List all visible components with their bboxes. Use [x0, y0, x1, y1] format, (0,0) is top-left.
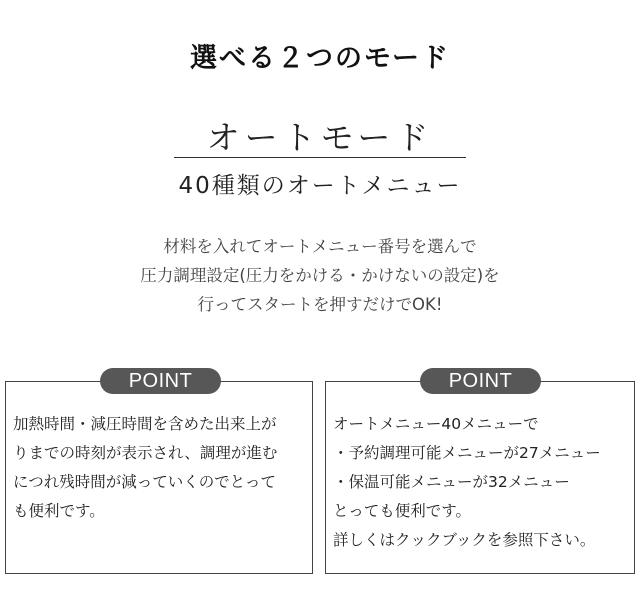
- section-title: 選べる２つのモード: [190, 43, 450, 74]
- point-text-left: [13, 410, 277, 526]
- point-badge-right: POINT: [420, 368, 541, 394]
- title-divider: [174, 157, 466, 158]
- point-line: ・予約調理可能メニューが27メニュー: [333, 444, 601, 462]
- point-line: ・保温可能メニューが32メニュー: [333, 473, 570, 491]
- point-text-right: [333, 410, 601, 555]
- point-line: とっても便利です。: [333, 502, 471, 520]
- point-badge-left: POINT: [100, 368, 221, 394]
- description-line: 行ってスタートを押すだけでOK!: [197, 295, 443, 314]
- mode-title: オートモード: [206, 118, 434, 157]
- point-line: りまでの時刻が表示され、調理が進む: [13, 444, 278, 462]
- point-line: オートメニュー40メニューで: [333, 415, 539, 433]
- mode-description: [0, 232, 640, 319]
- description-line: 圧力調理設定(圧力をかける・かけないの設定)を: [140, 266, 500, 285]
- point-line: 加熱時間・減圧時間を含めた出来上が: [13, 415, 277, 433]
- mode-subtitle: 40種類のオートメニュー: [178, 173, 462, 199]
- point-line: につれ残時間が減っていくのでとって: [13, 473, 276, 491]
- point-line: 詳しくはクックブックを参照下さい。: [333, 531, 596, 549]
- point-line: も便利です。: [13, 502, 105, 520]
- description-line: 材料を入れてオートメニュー番号を選んで: [163, 237, 477, 256]
